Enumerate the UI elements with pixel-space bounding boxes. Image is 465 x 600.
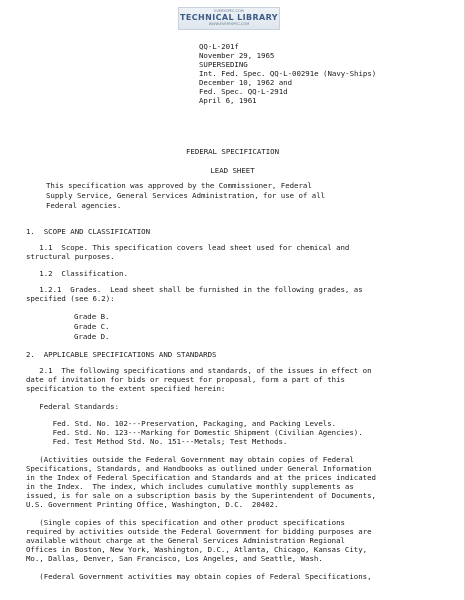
superseded-date-1: December 10, 1962 and (199, 78, 293, 87)
standard-151: Fed. Test Method Std. No. 151---Metals; Test Methods. (26, 437, 288, 446)
note-2-line-4: Offices in Boston, New York, Washington, D.C., Atlanta, Chicago, Kansas City, (26, 545, 368, 554)
note-2-line-2: required by activities outside the Federal Government for bidding purposes are (26, 527, 372, 536)
applicable-para-line-2: date of invitation for bids or request for proposal, form a part of this (26, 375, 345, 384)
approval-line-3: Federal agencies. (46, 201, 122, 210)
applicable-para-line-1: 2.1 The following specifications and standards, of the issues in effect on (26, 366, 372, 375)
standard-102: Fed. Std. No. 102---Preservation, Packaging, and Packing Levels. (26, 419, 337, 428)
federal-standards-label: Federal Standards: (26, 402, 120, 411)
grades-line-1: 1.2.1 Grades. Lead sheet shall be furnished in the following grades, as (26, 285, 363, 294)
note-1-line-2: Specifications, Standards, and Handbooks as outlined under General Information (26, 464, 372, 473)
logo-url: WWW.EVERYSPEC.COM (208, 22, 250, 26)
scope-line-2: structural purposes. (26, 252, 115, 261)
note-2-line-1: (Single copies of this specification and other product specifications (26, 518, 345, 527)
grade-b: Grade B. (74, 312, 110, 321)
document-subtitle: LEAD SHEET (210, 166, 255, 175)
approval-line-2: Supply Service, General Services Administration, for use of all (46, 191, 326, 200)
section-1-heading: 1. SCOPE AND CLASSIFICATION (26, 227, 151, 236)
grades-line-2: specified (see 6.2): (26, 294, 115, 303)
logo-top-line: EVERYSPEC.COM (214, 9, 244, 13)
note-1-line-5: issued, is for sale on a subscription basis by the Superintendent of Documents, (26, 491, 376, 500)
superseded-spec-2: Fed. Spec. QQ-L-291d (199, 87, 288, 96)
classification-heading: 1.2 Classification. (26, 269, 128, 278)
document-title: FEDERAL SPECIFICATION (185, 147, 280, 156)
section-2-heading: 2. APPLICABLE SPECIFICATIONS AND STANDARDS (26, 350, 217, 359)
grade-c: Grade C. (74, 322, 110, 331)
logo-title: TECHNICAL LIBRARY (180, 13, 278, 22)
doc-date: November 29, 1965 (199, 51, 275, 60)
note-1-line-6: U.S. Government Printing Office, Washington, D.C. 20402. (26, 500, 279, 509)
approval-line-1: This specification was approved by the Commissioner, Federal (46, 181, 312, 190)
superseded-date-2: April 6, 1961 (199, 96, 257, 105)
note-2-line-5: Mo., Dallas, Denver, San Francisco, Los Angeles, and Seattle, Wash. (26, 554, 323, 563)
scope-line-1: 1.1 Scope. This specification covers lead sheet used for chemical and (26, 243, 350, 252)
note-3-line-1: (Federal Government activities may obtain copies of Federal Specifications, (26, 572, 372, 581)
applicable-para-line-3: specification to the extent specified herein: (26, 384, 226, 393)
doc-number: QQ-L-201f (199, 42, 239, 51)
superseding-label: SUPERSEDING (199, 60, 248, 69)
note-1-line-4: in the Index. The index, which includes cumulative monthly supplements as (26, 482, 354, 491)
standard-123: Fed. Std. No. 123---Marking for Domestic Shipment (Civilian Agencies). (26, 428, 363, 437)
grade-d: Grade D. (74, 332, 110, 341)
note-1-line-1: (Activities outside the Federal Government may obtain copies of Federal (26, 455, 354, 464)
note-2-line-3: available without charge at the General Services Administration Regional (26, 536, 345, 545)
technical-library-logo (178, 7, 280, 30)
note-1-line-3: in the Index of Federal Specification and Standards and at the prices indicated (26, 473, 376, 482)
superseded-spec-1: Int. Fed. Spec. QQ-L-00291e (Navy-Ships) (199, 69, 377, 78)
